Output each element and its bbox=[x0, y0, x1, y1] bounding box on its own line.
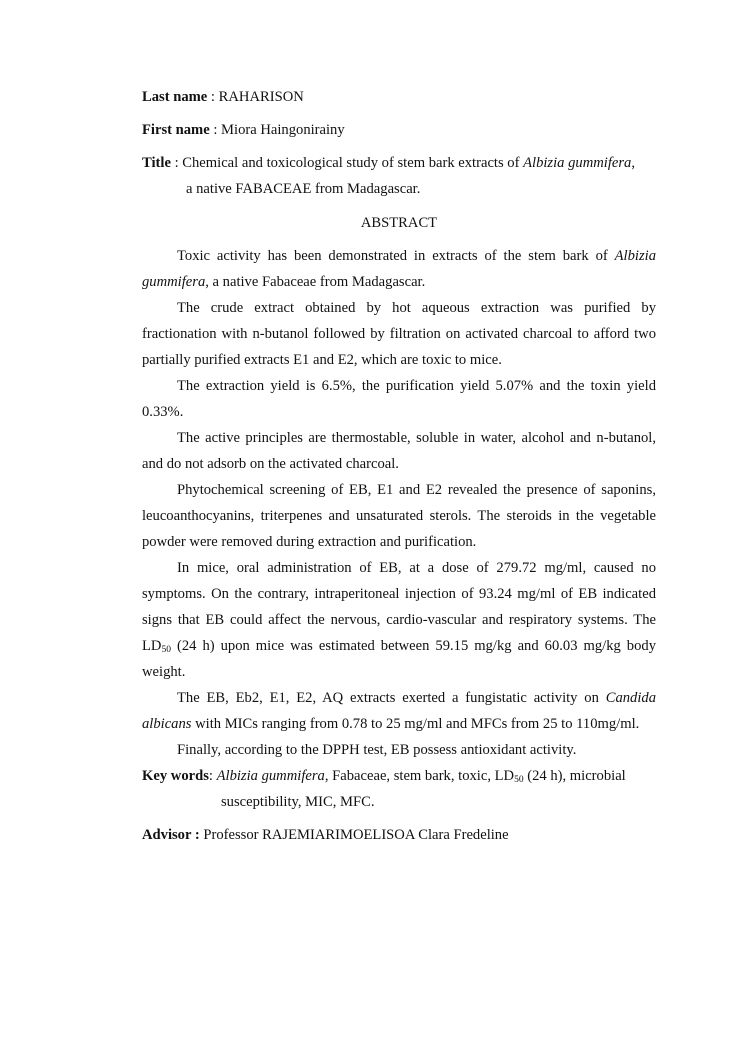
title-species: Albizia gummifera bbox=[523, 155, 632, 171]
abstract-page bbox=[142, 84, 656, 848]
advisor-label: Advisor : bbox=[142, 827, 204, 843]
first-name-label: First name bbox=[142, 122, 210, 138]
paragraph-8: Finally, according to the DPPH test, EB possess antioxidant activity. bbox=[177, 742, 577, 758]
keywords-label: Key words bbox=[142, 768, 209, 784]
advisor-field bbox=[142, 822, 656, 848]
keywords-continuation: susceptibility, MIC, MFC. bbox=[221, 794, 375, 810]
paragraph-1 bbox=[142, 243, 656, 295]
paragraph-4: The active principles are thermostable, soluble in water, alcohol and n-butanol, and do not adsorb on the activated charcoal. bbox=[142, 430, 656, 472]
last-name-value: : RAHARISON bbox=[207, 89, 304, 105]
text: The EB, Eb2, E1, E2, AQ extracts exerted a fungistatic activity on bbox=[177, 690, 606, 706]
text: Toxic activity has been demonstrated in extracts of the stem bark of bbox=[177, 248, 615, 264]
text: (24 h) upon mice was estimated between 59.15 mg/kg and 60.03 mg/kg body weight. bbox=[142, 638, 656, 680]
text: (24 h), microbial bbox=[523, 768, 626, 784]
text: In mice, oral administration of EB, at a dose of 279.72 mg/ml, caused no symptoms. On the contrary, intraperitoneal injection of 93.24 mg/ml of EB indicated signs that EB could affect the nervous, cardio-vascular and respiratory systems. The LD bbox=[142, 560, 656, 654]
text: with MICs ranging from 0.78 to 25 mg/ml and MFCs from 25 to 110mg/ml. bbox=[191, 716, 640, 732]
last-name-field bbox=[142, 84, 656, 110]
paragraph-2: The crude extract obtained by hot aqueous extraction was purified by fractionation with n-butanol followed by filtration on activated charcoal to afford two partially purified extracts E1 and E2, which are toxic to mice. bbox=[142, 300, 656, 368]
paragraph-7 bbox=[142, 685, 656, 737]
species: Candida albicans bbox=[142, 690, 656, 732]
subscript: 50 bbox=[514, 775, 524, 785]
abstract-heading: ABSTRACT bbox=[360, 215, 438, 231]
keywords bbox=[142, 763, 656, 815]
paragraph-5: Phytochemical screening of EB, E1 and E2 revealed the presence of saponins, leucoanthocyanins, triterpenes and unsaturated sterols. The steroids in the vegetable powder were removed during extraction and purification. bbox=[142, 482, 656, 550]
paragraph-6 bbox=[142, 555, 656, 685]
separator: : bbox=[208, 768, 217, 784]
last-name-label: Last name bbox=[142, 89, 208, 105]
title-text: : Chemical and toxicological study of stem bark extracts of bbox=[170, 155, 524, 171]
first-name-field bbox=[142, 117, 656, 143]
subscript: 50 bbox=[161, 645, 171, 655]
title-label: Title bbox=[142, 155, 171, 171]
title-comma: , bbox=[631, 155, 636, 171]
title-field bbox=[142, 150, 656, 202]
title-continuation: a native FABACEAE from Madagascar. bbox=[186, 181, 421, 197]
first-name-value: : Miora Haingonirainy bbox=[209, 122, 345, 138]
advisor-value: Professor RAJEMIARIMOELISOA Clara Fredeline bbox=[203, 827, 509, 843]
paragraph-3: The extraction yield is 6.5%, the purification yield 5.07% and the toxin yield 0.33%. bbox=[142, 378, 656, 420]
species: Albizia gummifera bbox=[142, 248, 656, 290]
text: , Fabaceae, stem bark, toxic, LD bbox=[324, 768, 515, 784]
species: Albizia gummifera bbox=[216, 768, 325, 784]
text: , a native Fabaceae from Madagascar. bbox=[205, 274, 426, 290]
